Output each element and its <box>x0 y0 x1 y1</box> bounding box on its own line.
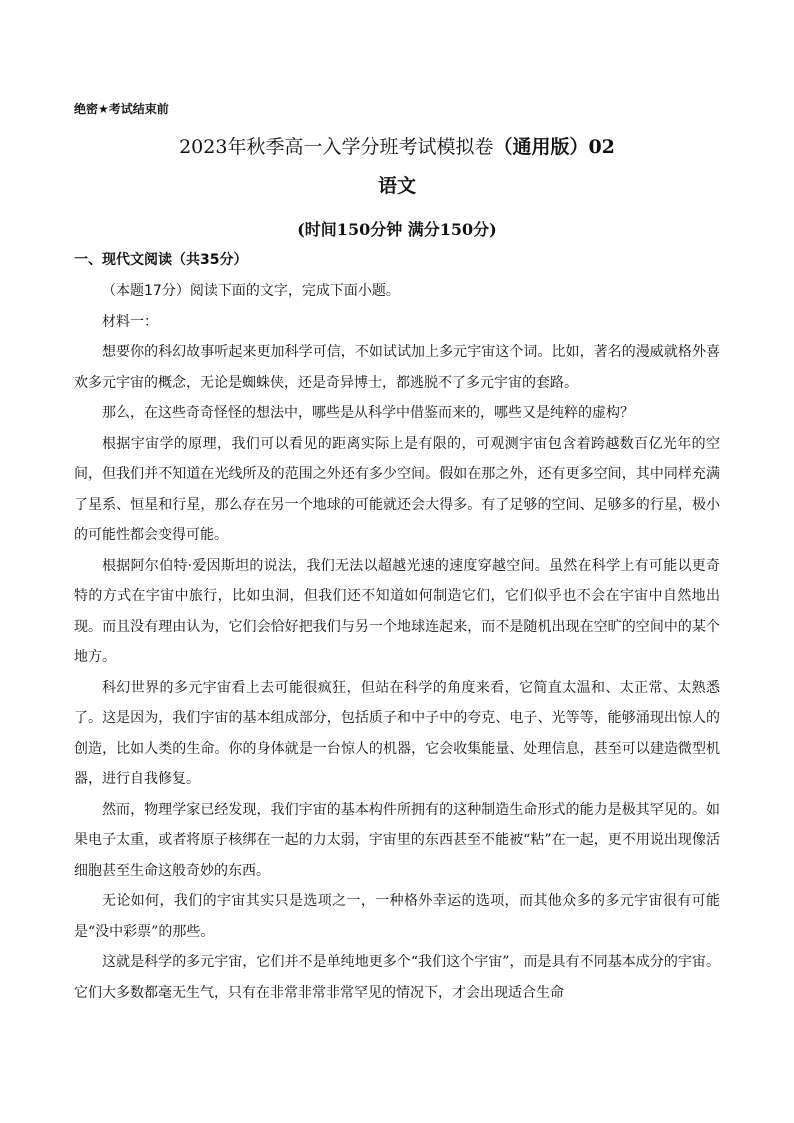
subject-title: 语文 <box>377 175 416 197</box>
passage-paragraph: 无论如何，我们的宇宙其实只是选项之一，一种格外幸运的选项，而其他众多的多元宇宙很有可能是“没中彩票”的那些。 <box>74 893 720 940</box>
reading-passage <box>74 276 720 1008</box>
passage-paragraph: 然而，物理学家已经发现，我们宇宙的基本构件所拥有的这种制造生命形式的能力是极其罕见的。如果电子太重，或者将原子核绑在一起的力太弱，宇宙里的东西甚至不能被“粘”在一起，更不用说出现像活细胞甚至生命这般奇妙的东西。 <box>74 801 720 879</box>
question-instruction: （本题17分）阅读下面的文字，完成下面小题。 <box>102 283 400 299</box>
passage-paragraph: 根据阿尔伯特·爱因斯坦的说法，我们无法以超越光速的速度穿越空间。虽然在科学上有可能以更奇特的方式在宇宙中旅行，比如虫洞，但我们还不知道如何制造它们，它们似乎也不会在宇宙中自然地出现。而且没有理由认为，它们会恰好把我们与另一个地球连起来，而不是随机出现在空旷的空间中的某个地方。 <box>74 557 720 665</box>
passage-paragraph: 科幻世界的多元宇宙看上去可能很疯狂，但站在科学的角度来看，它简直太温和、太正常、太熟悉了。这是因为，我们宇宙的基本组成部分，包括质子和中子中的夸克、电子、光等等，能够涌现出惊人的创造，比如人类的生命。你的身体就是一台惊人的机器，它会收集能量、处理信息，甚至可以建造微型机器，进行自我修复。 <box>74 679 720 787</box>
exam-title-main: 2023年秋季高一入学分班考试模拟卷 <box>179 136 494 158</box>
passage-paragraph: 这就是科学的多元宇宙，它们并不是单纯地更多个“我们这个宇宙”，而是具有不同基本成分的宇宙。它们大多数都毫无生气，只有在非常非常非常罕见的情况下，才会出现适合生命 <box>74 954 720 1001</box>
passage-paragraph: 根据宇宙学的原理，我们可以看见的距离实际上是有限的，可观测宇宙包含着跨越数百亿光年的空间，但我们并不知道在光线所及的范围之外还有多少空间。假如在那之外，还有更多空间，其中同样充满了星系、恒星和行星，那么存在另一个地球的可能就还会大得多。有了足够的空间、足够多的行星，极小的可能性都会变得可能。 <box>74 435 720 543</box>
exam-title-edition: （通用版）02 <box>493 136 615 158</box>
exam-title <box>0 134 794 160</box>
confidential-mark: 绝密★考试结束前 <box>74 102 169 116</box>
time-and-score-info: (时间150分钟 满分150分) <box>297 220 497 239</box>
section-heading: 一、现代文阅读（共35分） <box>74 252 248 268</box>
material-label: 材料一： <box>102 313 158 330</box>
passage-paragraph: 那么，在这些奇奇怪怪的想法中，哪些是从科学中借鉴而来的，哪些又是纯粹的虚构？ <box>102 405 634 421</box>
passage-paragraph: 想要你的科幻故事听起来更加科学可信，不如试试加上多元宇宙这个词。比如，著名的漫威就格外喜欢多元宇宙的概念，无论是蜘蛛侠，还是奇异博士，都逃脱不了多元宇宙的套路。 <box>74 344 720 391</box>
